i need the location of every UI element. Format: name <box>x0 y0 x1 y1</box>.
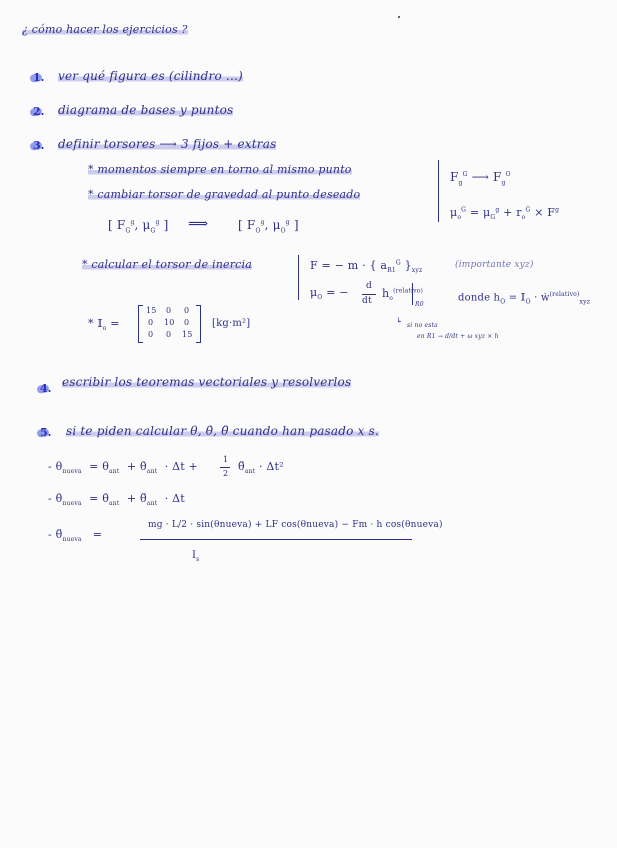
inertia-bullet: * calcular el torsor de inercia <box>82 258 253 271</box>
note-line-2: en R1 → d/dt + ω xyz × h <box>417 333 499 340</box>
matrix-cell: 15 <box>146 306 157 315</box>
inertia-note: (importante xyz) <box>455 260 534 270</box>
matrix-cell: 0 <box>184 306 190 315</box>
matrix-cell: 15 <box>182 330 193 339</box>
note-line-1: si no esta <box>407 322 438 329</box>
step-3-bullet-1: * momentos siempre en torno al mismo punto <box>88 163 352 176</box>
formula-theta-ddot-new: - $\thetä_{nueva}$ = <box>48 528 103 544</box>
matrix-units: [kg·m²] <box>212 318 251 329</box>
ink-dot <box>398 16 400 18</box>
step-3-number: 3. <box>33 139 45 152</box>
half-num: 1 <box>223 455 229 464</box>
deriv-den: dt <box>362 296 372 306</box>
matrix-cell: 10 <box>164 318 175 327</box>
implies-arrow: ⟹ <box>188 216 209 232</box>
formula-theta-dot-new: - $\thetȧ_{nueva}$ = $\thetȧ_{ant}$ + $\thetä_{ant} \cdot \Delta t$ <box>48 492 185 508</box>
moment-transfer: $\mu_o^G = \mu_G^g + r_o^G \times F^g$ <box>450 206 560 222</box>
formula-3-denominator: $I_s$ <box>192 550 200 563</box>
step-4-number: 4. <box>40 382 52 395</box>
page-title: ¿ cómo hacer los ejercicios ? <box>22 23 188 36</box>
inertia-moment: $\mu_O$ = − <box>310 286 349 302</box>
half-fraction-line <box>220 467 230 468</box>
formula-3-numerator: mg · L/2 · sin(θnueva) + LF cos(θnueva) − Fm · h cos(θnueva) <box>148 520 443 530</box>
step-5-number: 5. <box>40 426 52 439</box>
matrix-cell: 0 <box>184 318 190 327</box>
formula-theta-new: - $\theta_{nueva} = \theta_{ant}$ + $\thetȧ_{ant} \cdot \Delta t$ + <box>48 460 198 476</box>
matrix-left-bracket <box>138 305 143 343</box>
brace-right-system <box>438 160 439 222</box>
half-den: 2 <box>223 469 229 478</box>
step-3-bullet-2: * cambiar torsor de gravedad al punto deseado <box>88 188 361 201</box>
deriv-fraction-line <box>362 294 376 295</box>
donde-line: donde $h_O$ = 𝕀$_O$ · ẇ$^{(relativo)}_{xyz}$ <box>458 291 591 306</box>
formula-3-fraction-line <box>140 539 412 540</box>
matrix-cell: 0 <box>148 318 154 327</box>
force-transfer: $F_g^G$ ⟶ $F_g^O$ <box>450 170 511 187</box>
inertia-force: F = − m · { $a_{R1}^G$ }$_{xyz}$ <box>310 259 423 275</box>
matrix-label: * 𝕀$_o$ = <box>88 317 120 333</box>
step-3-text: definir torsores ⟶ 3 fijos + extras <box>58 137 277 151</box>
step-2-number: 2. <box>33 105 45 118</box>
step-1-text: ver qué figura es (cilindro ...) <box>58 69 243 83</box>
brace-inertia <box>298 255 299 300</box>
curved-arrow: ↳ <box>396 316 403 325</box>
matrix-cell: 0 <box>148 330 154 339</box>
step-2-text: diagrama de bases y puntos <box>58 103 234 117</box>
eval-frame: R0 <box>415 301 424 308</box>
formula-theta-tail: $\thetä_{ant} \cdot \Delta t^2$ <box>238 460 284 476</box>
angular-momentum: $h_o^{(relativo)}$ <box>382 287 424 303</box>
deriv-num: d <box>366 281 372 291</box>
step-1-number: 1. <box>33 71 45 84</box>
matrix-cell: 0 <box>166 330 172 339</box>
eval-bar <box>412 283 413 305</box>
matrix-right-bracket <box>196 305 201 343</box>
matrix-cell: 0 <box>166 306 172 315</box>
step-4-text: escribir los teoremas vectoriales y resolverlos <box>62 375 352 389</box>
torsor-G: [ $F_G^g$, $\mu_G^g$ ] <box>108 218 169 235</box>
step-5-text: si te piden calcular θ, θ̇, θ̈ cuando han pasado x s. <box>66 424 379 438</box>
torsor-O: [ $F_O^g$, $\mu_O^g$ ] <box>238 218 299 235</box>
